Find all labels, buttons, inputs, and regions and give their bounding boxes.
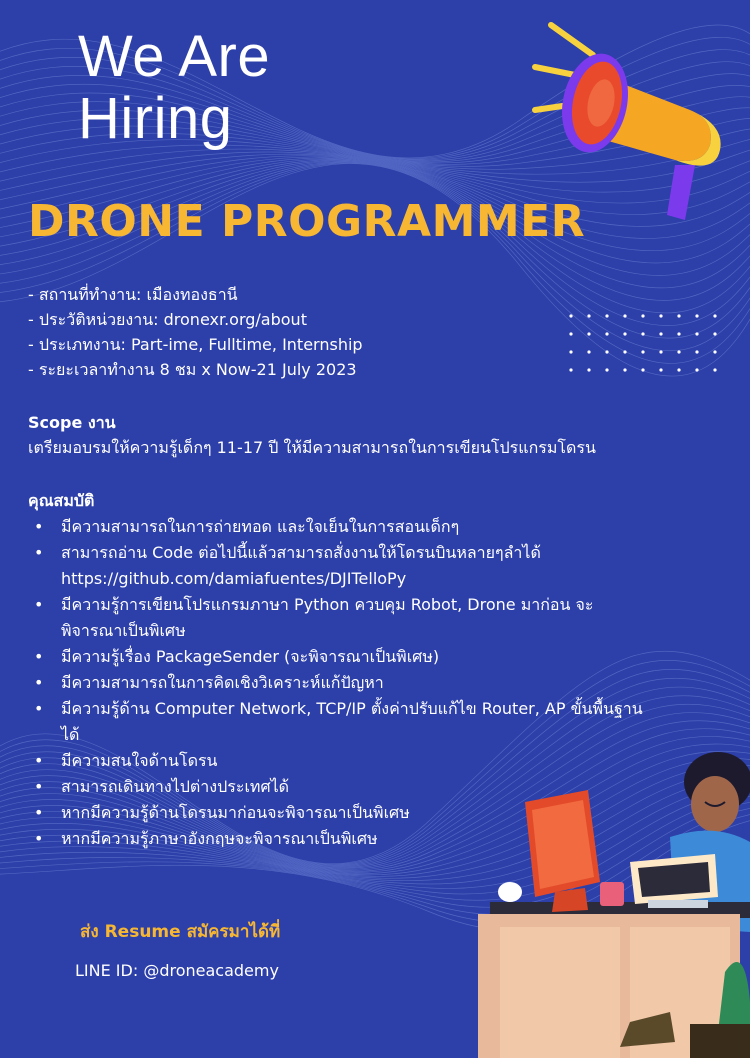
bullet-icon: • — [34, 699, 44, 718]
qualification-item — [34, 540, 654, 592]
bullet-icon: • — [34, 751, 44, 770]
detail-duration: - ระยะเวลาทำงาน 8 ชม x Now-21 July 2023 — [28, 360, 357, 379]
page-title — [78, 26, 270, 150]
title-line-1: We Are — [78, 24, 271, 89]
bullet-icon: • — [34, 829, 44, 848]
qualification-item — [34, 670, 654, 696]
qualification-item — [34, 514, 654, 540]
detail-job-type: - ประเภทงาน: Part-ime, Fulltime, Internship — [28, 335, 363, 354]
qualification-text: มีความรู้ด้าน Computer Network, TCP/IP ตั้งค่าปรับแก้ไข Router, AP ขั้นพื้นฐานได้ — [61, 699, 643, 744]
scope-heading: Scope งาน — [28, 413, 116, 432]
title-line-2: Hiring — [78, 86, 233, 151]
qualifications-heading: คุณสมบัติ — [28, 491, 95, 510]
job-title: DRONE PROGRAMMER — [28, 196, 586, 247]
qualification-item — [34, 644, 654, 670]
bullet-icon: • — [34, 647, 44, 666]
line-id-contact[interactable]: LINE ID: @droneacademy — [75, 961, 279, 980]
dot-grid — [565, 310, 725, 390]
qualification-text: มีความสามารถในการถ่ายทอด และใจเย็นในการสอนเด็กๆ — [61, 517, 460, 536]
bullet-icon: • — [34, 803, 44, 822]
qualification-text: มีความรู้เรื่อง PackageSender (จะพิจารณาเป็นพิเศษ) — [61, 647, 440, 666]
megaphone-icon — [525, 15, 740, 225]
qualification-item — [34, 748, 654, 774]
detail-location: - สถานที่ทำงาน: เมืองทองธานี — [28, 285, 238, 304]
apply-heading: ส่ง Resume สมัครมาได้ที่ — [80, 922, 281, 942]
detail-organization: - ประวัติหน่วยงาน: dronexr.org/about — [28, 310, 307, 329]
qualification-text: มีความสามารถในการคิดเชิงวิเคราะห์แก้ปัญหา — [61, 673, 384, 692]
qualification-text: หากมีความรู้ภาษาอังกฤษจะพิจารณาเป็นพิเศษ — [61, 829, 378, 848]
qualifications-list — [34, 514, 654, 852]
qualification-text: หากมีความรู้ด้านโดรนมาก่อนจะพิจารณาเป็นพิเศษ — [61, 803, 410, 822]
qualification-text: มีความรู้การเขียนโปรแกรมภาษา Python ควบคุม Robot, Drone มาก่อน จะพิจารณาเป็นพิเศษ — [61, 595, 594, 640]
qualification-item — [34, 800, 654, 826]
qualification-text: สามารถเดินทางไปต่างประเทศได้ — [61, 777, 290, 796]
scope-text: เตรียมอบรมให้ความรู้เด็กๆ 11-17 ปี ให้มีความสามารถในการเขียนโปรแกรมโดรน — [28, 438, 596, 457]
bullet-icon: • — [34, 517, 44, 536]
qualification-item — [34, 774, 654, 800]
bullet-icon: • — [34, 595, 44, 614]
bullet-icon: • — [34, 777, 44, 796]
qualification-item — [34, 592, 654, 644]
qualification-text: มีความสนใจด้านโดรน — [61, 751, 218, 770]
job-details — [28, 282, 363, 382]
bullet-icon: • — [34, 543, 44, 562]
bullet-icon: • — [34, 673, 44, 692]
qualification-item — [34, 826, 654, 852]
qualification-text: สามารถอ่าน Code ต่อไปนี้แล้วสามารถสั่งงานให้โดรนบินหลายๆลำได้ https://github.com/damiafuentes/DJITelloPy — [61, 543, 541, 588]
qualification-item — [34, 696, 654, 748]
